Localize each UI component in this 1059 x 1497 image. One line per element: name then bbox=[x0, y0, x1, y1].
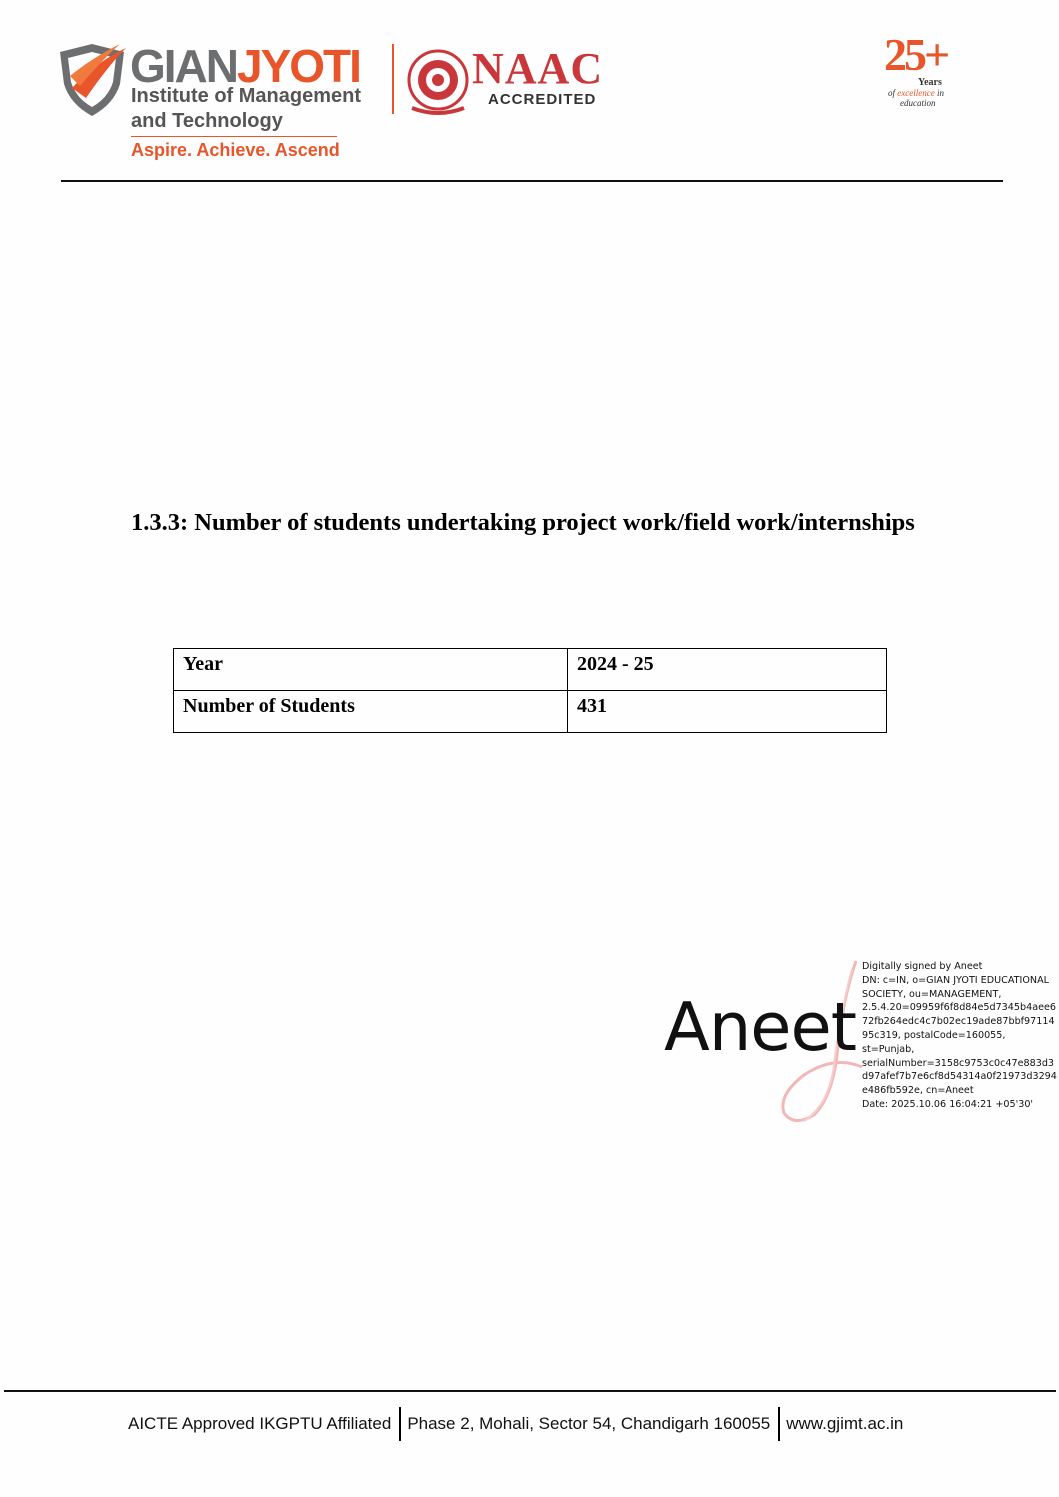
signature-line: SOCIETY, ou=MANAGEMENT, bbox=[862, 988, 1002, 1000]
anniversary-education: education bbox=[900, 98, 936, 108]
gianjyoti-logo bbox=[56, 38, 386, 166]
table-row bbox=[174, 649, 887, 691]
naac-seal-icon bbox=[406, 48, 470, 116]
institute-name: GIANJYOTI bbox=[130, 40, 360, 92]
row-label-year: Year bbox=[174, 649, 568, 691]
signature-line: Digitally signed by Aneet bbox=[862, 961, 983, 972]
signature-details bbox=[862, 960, 1058, 1112]
row-value-year: 2024 - 25 bbox=[568, 649, 887, 691]
students-table bbox=[173, 648, 887, 733]
naac-title: NAAC bbox=[472, 44, 604, 93]
signature-line: 95c319, postalCode=160055, bbox=[862, 1029, 1006, 1041]
shield-emblem-icon bbox=[56, 42, 128, 118]
institute-line1: Institute of Management bbox=[131, 85, 362, 107]
footer-address: Phase 2, Mohali, Sector 54, Chandigarh 160055 bbox=[407, 1414, 771, 1433]
signature-line: serialNumber=3158c9753c0c47e883d3 bbox=[862, 1057, 1055, 1069]
signature-line: st=Punjab, bbox=[862, 1043, 915, 1055]
signature-line: 2.5.4.20=09959f6f8d84e5d7345b4aee6 bbox=[862, 1002, 1056, 1014]
anniversary-number: 25+ bbox=[884, 29, 948, 80]
logo-divider bbox=[392, 44, 394, 114]
digital-signature bbox=[664, 950, 1059, 1125]
footer-website-link[interactable]: www.gjimt.ac.in bbox=[786, 1414, 904, 1433]
signature-line: 72fb264edc4c7b02ec19ade87bbf97114 bbox=[862, 1016, 1055, 1028]
anniversary-excellence-line: of excellence in bbox=[888, 88, 944, 98]
page-title: 1.3.3: Number of students undertaking project work/field work/internships bbox=[131, 509, 915, 536]
table-row bbox=[174, 691, 887, 733]
row-label-students: Number of Students bbox=[174, 691, 568, 733]
signature-line: e486fb592e, cn=Aneet bbox=[862, 1085, 974, 1097]
footer-separator bbox=[399, 1407, 401, 1441]
institute-tagline: Aspire. Achieve. Ascend bbox=[131, 140, 340, 160]
signer-name: Aneet bbox=[664, 988, 857, 1066]
signature-line: d97afef7b7e6cf8d54314a0f21973d3294 bbox=[862, 1071, 1057, 1083]
institute-line2: and Technology bbox=[131, 110, 283, 132]
naac-subtitle: ACCREDITED bbox=[488, 91, 597, 108]
footer-divider bbox=[4, 1390, 1056, 1392]
signature-line: DN: c=IN, o=GIAN JYOTI EDUCATIONAL bbox=[862, 974, 1049, 986]
footer-separator bbox=[778, 1407, 780, 1441]
naac-logo bbox=[406, 44, 626, 120]
signature-line: Date: 2025.10.06 16:04:21 +05'30' bbox=[862, 1098, 1034, 1110]
tagline-rule bbox=[131, 136, 337, 137]
anniversary-years: Years bbox=[918, 77, 942, 88]
row-value-students: 431 bbox=[568, 691, 887, 733]
header-divider bbox=[61, 180, 1003, 182]
page-footer bbox=[128, 1406, 903, 1442]
anniversary-logo bbox=[880, 29, 980, 114]
footer-affiliation: AICTE Approved IKGPTU Affiliated bbox=[128, 1414, 392, 1433]
